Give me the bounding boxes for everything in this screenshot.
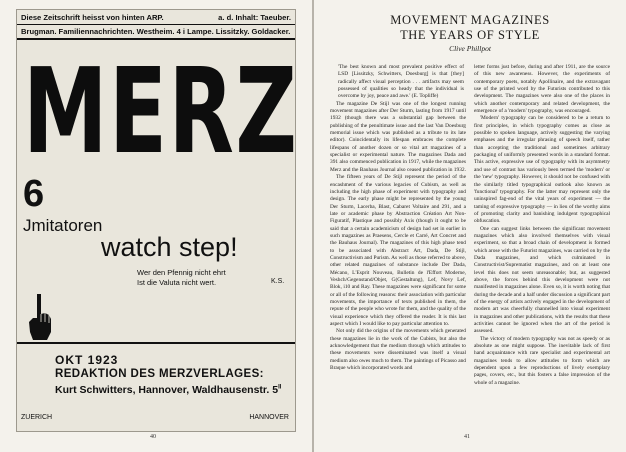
left-page (0, 0, 312, 452)
header-rule (17, 24, 295, 25)
page-number-right: 41 (464, 434, 470, 440)
paragraph: Not only did the origins of the movements which generated these magazines lie in the work of the Cubists, but also the acknowledgement that the medium through which attitudes to these movements were disseminated was itself a visual medium also owes much to them. The paintings of Picasso and Braque which incorporated words and (330, 328, 466, 372)
footer-hannover: HANNOVER (249, 414, 289, 421)
paragraph: letter forms just before, during and after 1911, are the source of this new awareness. However, the experiments of contemporary poets, notably Apollinaire, and the extravagant use of the printed word by the Futurists contributed to this development. The magazines were also one of the places in which another contemporary and related development, the emergence of a 'modern' typography, was encouraged. (474, 64, 610, 115)
watch-step-text: watch step! (101, 232, 238, 262)
address-text: Kurt Schwitters, Hannover, Waldhausenstr. 5 (55, 384, 279, 396)
paragraph: One can suggest links between the significant movement magazines which also involved themselves with visual experiment, so that a broad chain of development is formed which arose with the Futurist magazines, was carried on by the Dada magazines, and which culminated in Constructivist/Suprematist magazines, and on at least one level this does not seem unreasonable; but, as suggested above, the forces behind this development were not manifested in magazines alone. Even so, it is worth noting that during the decade and a half under discussion a significant part of the energy of artists actively engaged in the development of modern art was cheerfully channelled into visual experiment in magazines and other publications, with the results that these activities cannot be ignored when the art of the period is assessed. (474, 225, 610, 335)
warning-line-1: Wer den Pfennig nicht ehrt (137, 268, 226, 277)
address-superscript: II (278, 384, 282, 391)
header-left-text: Diese Zeitschrift heisst von hinten ARP. (21, 13, 164, 22)
page-number-left: 40 (150, 434, 156, 440)
paragraph: The fifteen years of De Stijl represent the period of the encashment of the various legacies of Cubism, as well as including the high phase of experiment with typography and design. The early phase might be represented by the young Der Sturm, Lacerba, Blast, Cabaret Voltaire and 291, and a late or academic phase by Abstraction Création Art Non-Figuratif, Plastique and possibly Axis (though it ought to be said that a certain academicism of design had set in earlier in such magazines as Praesens, Cercle et Carré, Art Concret and the Bauhaus Journal). The magazines of this high phase tend to be associated with Abstract Art, Dada, De Stijl, Constructivism and Purism. As well as those referred to above, other related magazines of substance include Der Dada, Mécano, L'Esprit Nouveau, Bulletin de l'Effort Moderne, Veshch/Gegenstand/Objet, G(Gestaltung), Lef, Novy Lef, Blok, i10 and Ray. These magazines were significant for some or all of the following reasons: their association with particular movements, the importance of texts published in them, the repute of the people who wrote for them, and the quality of the visual experience which they offered the reader. It is this last aspect which I would like to pay particular attention to. (330, 174, 466, 328)
magazine-header (17, 10, 295, 40)
article-author: Clive Phillpot (449, 44, 491, 53)
article-title-line-1: MOVEMENT MAGAZINES (390, 13, 550, 27)
address-line (55, 384, 281, 396)
article-column-1 (330, 64, 466, 429)
right-page (314, 0, 626, 452)
header-right-text: a. d. Inhalt: Taeuber. (218, 13, 291, 22)
initials: K.S. (271, 278, 285, 285)
warning-line-2: Ist die Valuta nicht wert. (137, 278, 217, 287)
epigraph-quote: 'The best known and most prevalent positive effect of LSD [Lissitzky, Schwitters, Doesburg] is that [they] radically affect visual perception . . . artifacts may seem possessed of qualities so heady that the individual is overcome by joy, peace and awe.' (E. Topliffe) (338, 64, 464, 100)
paragraph: The victory of modern typography was not as speedy or as absolute as one might suppose. The inevitable lack of first hand acquaintance with rare specialist and experimental art magazines tends to allow attitudes to form which are dependent upon a few reproductions of lively exemplary pages, covers, etc., but this fosters a false impression of the whole of a magazine. (474, 335, 610, 386)
pointing-hand-icon (25, 292, 55, 342)
bottom-rule (17, 342, 295, 344)
issue-date: OKT 1923 (55, 353, 119, 367)
header-contents-text: Brugman. Familiennachrichten. Westheim. 4 i Lampe. Lissitzky. Goldacker. (21, 27, 291, 36)
merz-magazine-cover (16, 9, 299, 432)
redaktion-line: REDAKTION DES MERZVERLAGES: (55, 368, 264, 380)
paragraph: The magazine De Stijl was one of the longest running movement magazines after Der Sturm, lasting from 1917 until 1932 (though there was a substantial gap between the publishing of the penultimate issue and the last Van Doesburg memorial issue which was published as a tribute to its late editor). Coincidentally its lifespan embraces the complete lifespans of another dozen or so vital art magazines of a specialist or experimental nature. The magazines Dada and 391 also commenced publication in 1917, while the magazines Merz and the Bauhaus Journal also ceased publication in 1932. (330, 100, 466, 173)
footer-zuerich: ZUERICH (21, 414, 53, 421)
imitatoren-text: Jmitatoren (23, 216, 103, 235)
article-title-line-2: THE YEARS OF STYLE (400, 28, 540, 42)
article-column-2 (474, 64, 610, 429)
issue-number: 6 (23, 173, 45, 215)
paragraph: 'Modern' typography can be considered to be a return to first principles, in which typography comes as close as possible to spoken language, actively suggesting the varying emphases and the irregular phrasing of speech itself, rather than accepting the traditional and sometimes arbitrary packaging of uniformly presented words in a standard format. This active, expressive use of typography with its asymmetry and use of contrast has variously been termed the 'modern' or the 'new' typography. However, it should not be confused with the similarly titled typographical outlook also known as 'functional' typography. For the latter may represent only the uninspired fag-end of the vital years of experiment — the taming of expressive typography — in lieu of the worthy aims of promoting clarity and banishing indulgent typographical obfuscation. (474, 115, 610, 225)
merz-title: MERZ (23, 42, 299, 180)
